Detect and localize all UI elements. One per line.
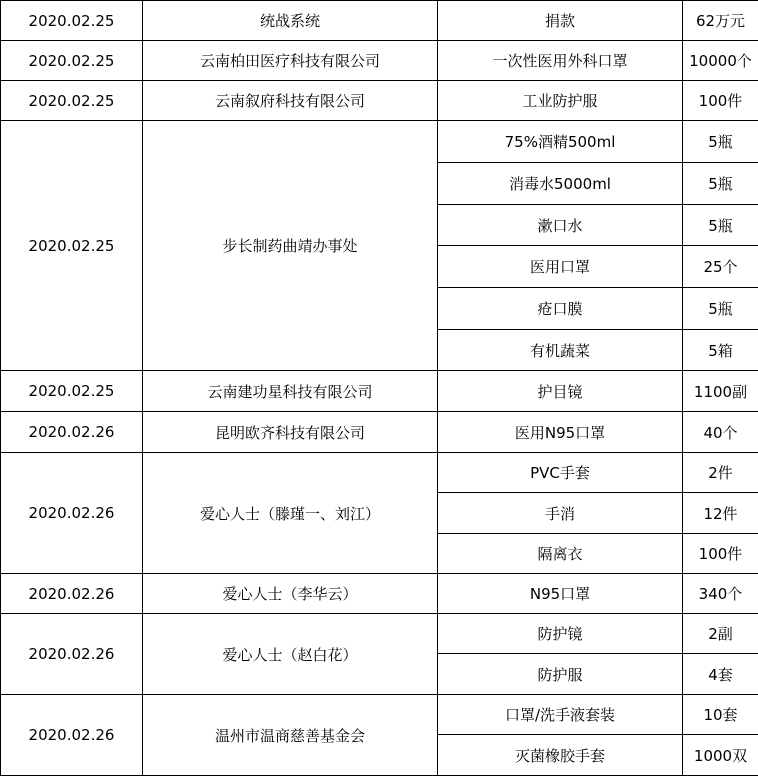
date-cell: 2020.02.25 <box>1 41 143 81</box>
quantity-cell: 10套 <box>683 695 758 735</box>
date-cell: 2020.02.26 <box>1 412 143 453</box>
quantity-cell: 5瓶 <box>683 163 758 205</box>
quantity-cell: 62万元 <box>683 1 758 41</box>
item-cell: 隔离衣 <box>438 534 683 574</box>
item-cell: 防护镜 <box>438 614 683 654</box>
item-cell: 口罩/洗手液套装 <box>438 695 683 735</box>
item-cell: 捐款 <box>438 1 683 41</box>
donation-table-body <box>1 1 758 776</box>
quantity-cell: 1000双 <box>683 735 758 776</box>
item-cell: 一次性医用外科口罩 <box>438 41 683 81</box>
date-cell: 2020.02.26 <box>1 574 143 614</box>
date-cell: 2020.02.25 <box>1 1 143 41</box>
quantity-cell: 40个 <box>683 412 758 453</box>
item-cell: 手消 <box>438 493 683 534</box>
quantity-cell: 340个 <box>683 574 758 614</box>
donor-cell: 爱心人士（滕瑾一、刘江） <box>143 453 438 574</box>
item-cell: 有机蔬菜 <box>438 330 683 371</box>
item-cell: 防护服 <box>438 654 683 695</box>
quantity-cell: 5瓶 <box>683 205 758 246</box>
item-cell: 疮口膜 <box>438 288 683 330</box>
table-row <box>1 412 758 453</box>
donor-cell: 爱心人士（赵白花） <box>143 614 438 695</box>
date-cell: 2020.02.25 <box>1 121 143 371</box>
date-cell: 2020.02.25 <box>1 371 143 412</box>
donor-cell: 昆明欧齐科技有限公司 <box>143 412 438 453</box>
quantity-cell: 4套 <box>683 654 758 695</box>
table-row <box>1 695 758 735</box>
item-cell: 灭菌橡胶手套 <box>438 735 683 776</box>
table-row <box>1 121 758 163</box>
item-cell: 75%酒精500ml <box>438 121 683 163</box>
quantity-cell: 100件 <box>683 534 758 574</box>
item-cell: 医用N95口罩 <box>438 412 683 453</box>
donor-cell: 爱心人士（李华云） <box>143 574 438 614</box>
donor-cell: 温州市温商慈善基金会 <box>143 695 438 776</box>
table-row <box>1 614 758 654</box>
table-row <box>1 371 758 412</box>
quantity-cell: 1100副 <box>683 371 758 412</box>
date-cell: 2020.02.26 <box>1 695 143 776</box>
table-row <box>1 1 758 41</box>
item-cell: 消毒水5000ml <box>438 163 683 205</box>
quantity-cell: 12件 <box>683 493 758 534</box>
item-cell: 医用口罩 <box>438 246 683 288</box>
quantity-cell: 25个 <box>683 246 758 288</box>
quantity-cell: 100件 <box>683 81 758 121</box>
quantity-cell: 5箱 <box>683 330 758 371</box>
donor-cell: 统战系统 <box>143 1 438 41</box>
item-cell: 工业防护服 <box>438 81 683 121</box>
table-row <box>1 453 758 493</box>
quantity-cell: 10000个 <box>683 41 758 81</box>
quantity-cell: 2件 <box>683 453 758 493</box>
item-cell: 漱口水 <box>438 205 683 246</box>
item-cell: PVC手套 <box>438 453 683 493</box>
donor-cell: 云南叙府科技有限公司 <box>143 81 438 121</box>
item-cell: 护目镜 <box>438 371 683 412</box>
table-row <box>1 41 758 81</box>
item-cell: N95口罩 <box>438 574 683 614</box>
quantity-cell: 2副 <box>683 614 758 654</box>
donor-cell: 云南建功星科技有限公司 <box>143 371 438 412</box>
quantity-cell: 5瓶 <box>683 121 758 163</box>
donor-cell: 云南柏田医疗科技有限公司 <box>143 41 438 81</box>
table-row <box>1 81 758 121</box>
quantity-cell: 5瓶 <box>683 288 758 330</box>
date-cell: 2020.02.26 <box>1 453 143 574</box>
donor-cell: 步长制药曲靖办事处 <box>143 121 438 371</box>
table-row <box>1 574 758 614</box>
date-cell: 2020.02.26 <box>1 614 143 695</box>
date-cell: 2020.02.25 <box>1 81 143 121</box>
